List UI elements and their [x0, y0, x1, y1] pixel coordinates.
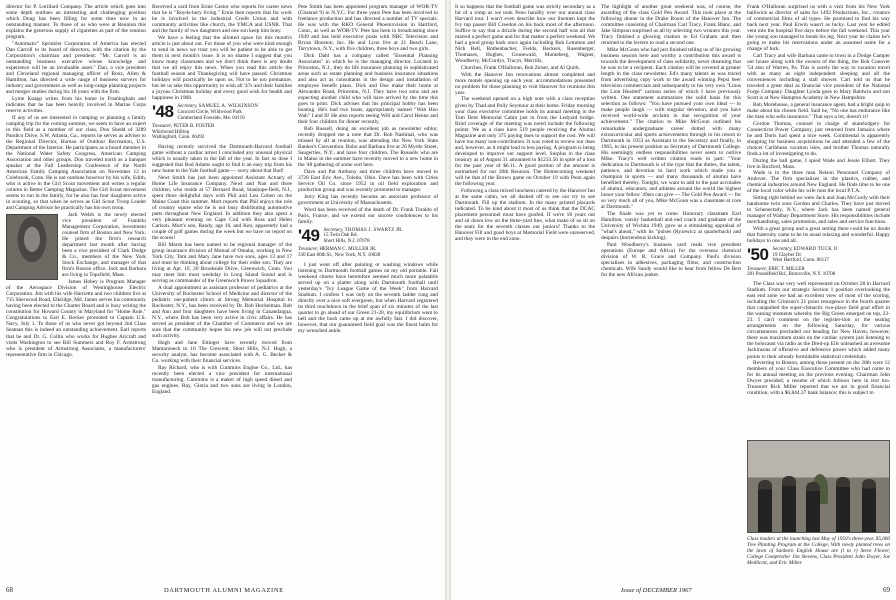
class-year: '50 — [747, 244, 769, 264]
paragraph: We have a feeling that the allotted space for this month's article is just about out. For those of you who were kind enough to send in news we trust you will be patient to be able to get them in next month's issue. It is no shame I suggest that you know many classmates and we don't think there is any doubt that we all enjoy this news. When you read this article the football season and Thanksgiving will have passed. Christmas holidays will practically be upon us. Not to be too premature, but let us take this opportunity to wish all '47s and their families a joyous Christmas holiday and every good wish for health and happiness in 1968. — [152, 34, 292, 102]
left-column-3 — [298, 4, 438, 586]
paragraph: Dave and Pat Anthony and three children have moved to 3728 East Eric Ave., Toledo, Ohio. Dave has been with Cities Service Oil Co. since 1952 in oil field exploration and production group and was recently promoted to manager. — [298, 169, 438, 194]
right-column-3 — [747, 4, 890, 434]
paragraph: director for P. Lorillard Company. The article which goes into some depth outlines an interesting and challenging position which Doug has been filling for some time now in an outstanding manner. To those of us who were at Reunion this explains the generous supply of cigarettes as part of the reunion program. — [6, 4, 146, 41]
paragraph: With the Hanover Inn renovations almost completed and more motels opening up each year, accommodations presented no problem for those planning to visit Hanover for reunions this year. — [455, 71, 595, 96]
paragraph: Mike McGoun who had just finished telling us of his growing business session here and worthy a contribution this award is towards the development of class solidarity, never dreaming that he was to be a recipient. Each citation will be covered at greater length in the class newsletter. Ed's many talents as was traced from advertising copy work to the award winning Pepsi beer television commercials and subsequently to his very own "Linus the Lion Hearted" cartoon series of which I have previously written. One statement summarizes the solid basis for this selection as follows: "You have pursued your own ideal — to make people laugh — with singular devotion, and you have received world-wide acclaim in due recognition of your achievement." The citation to Mike McGoun outlined his remarkable undergraduate career dotted with many extracurricular and sports achievements through to his return to Dartmouth in 1953 as Assistant to the Secretary and finally, in 1965, to his present position as Secretary of Dartmouth College. His seemingly endless responsibilities never seem to outlive Mike. Tracy's well written citation reads in part: "Your dedication to Dartmouth is of the type that the duties, the talent, patience, and devotion to hard work which made you a champion in sports — and many thousands of alumni have benefited thereby. Tonight, we want to add to the past accolades of alumni, educators, and athletes around the world the highest honor your fellow '49ers can give — The Gold Pen Award — for so very much all of you, Mike McGoun was a classmate at core at Dartmouth." — [601, 46, 741, 211]
paragraph: James Hobey is Program Manager of the Aerospace Division of Westinghouse Electric Corporation. Jim with his wife Harriette and two children live at 715 Sherwood Road, Elkridge, Md. James serves his community having been elected to the Charter Board and is busy writing the constitution for Howard County in Maryland for "Home Rule." Congratulations to Earl E. Becker promoted to Captain U.S. Navy, July 1. To those of us who never got beyond 2nd Class Seaman this is indeed an outstanding achievement. Earl reports that he and Dr. G. Collin who works for Hughes Aircraft and visits Washington to see Bill Summers and Roy F. Armstrong who is president of Armstrong Associates, a manufacturers' representative firm in Chicago. — [6, 279, 146, 358]
page-number: 69 — [883, 586, 890, 594]
photo-caption: Class leaders at the launching last May of 1950's three-year, $5,000 Tree Planting Program at the College, With newly planted trees on the lawn of Sanborn English House are (l to r) Steve Flower, College Comptroller Jim Stevens, Class President John Dwyer, Joe Medlicott, and Eric Miller. — [747, 536, 890, 566]
magazine-title: DARTMOUTH ALUMNI MAGAZINE — [164, 587, 284, 594]
class-year: '48 — [152, 102, 174, 122]
secretary-info: Secretary, SAMUEL A. WILKINSON Concord Circle, Wildwood Park Cumberland Foreside, Me. 04110 — [177, 104, 259, 121]
paragraph: During the ball game, I spied Wade and Jessie Elliott. They live in Boxford, Mass. — [747, 157, 890, 170]
paragraph: Bob Russell, doing an excellent job as newsletter editor, recently dropped me a note that Dr. Bob Nashinal, who was missed by all at reunion, was attending the New York State Banker's Convention. Bobo and Barbara live at 26 Myrtle Street, Saugerties, N.Y., and have four children. The Russells who are in Maine in the summer have recently moved to a new home in the '48 gathering of some sort here. — [298, 126, 438, 169]
paragraph: The Class was very well represented on October 28 in Harvard Stadium. From our strategic Section 1 position overlooking the east end zone we had an excellent view of most of the scoring, including the Crimson's 21 point resurgence in the fourth quarter that catapulted the super-climactic two-place field goal effort in the waning moments whereby the Big Green emerged on top, 23-21. I can't comment on the register-tion or the seating arrangements on the following Saturday, for various circumstances precluded our heading for New Haven, however, there was maximum strain on the cardiac system just listening to the holocaust via radio as the Dred-up Eils unleashed an awesome Jackinsons of offensive and defensive power which added many points to their already formidable statistical credentials. — [747, 280, 890, 360]
class-heading-49 — [298, 225, 438, 245]
paragraph: A dual appointment as assistant professor of pediatrics at the University of Rochester School of Medicine and director of the pediatric out-patient clinics at Strong Memorial Hospital in Rochester, N.Y., has been received by Dr. Rob Hockelman. Bob and Ann and four daughters have been living in Canandaigua, N.Y., where Bob has been very active in civic affairs. He has served as president of the Chamber of Commerce and we are sure that the community hopes his new job will not preclude such activity. — [152, 284, 292, 340]
paragraph: Jerry King has recently become an associate professor of government at University of Massachusetts. — [298, 193, 438, 206]
paragraph: Newt Smith has just been appointed Assistant Actuary of Home Life Insurance Company. Newt and Nan and three children, who reside at 57 Bernard Road, Stanhope-field, N.J., spent three delightful days with Phil and Lou Cohen on the Maine Coast this summer. Mort reports that Phil enjoys the role of country squire who he is not busy distributing automotive parts throughout New England. In addition they also spent a very pleasant evening on Cape Cod with Russ and Helen Carlson. Mort's son, Randy, age 16, and Ken, apparently had a couple of golf games during the week but we have no report on the scores! — [152, 174, 292, 242]
paragraph: Having recently survived the Dartmouth-Harvard football game without a cardiac arrest I concluded any unusual physical which is usually taken in the fall of the year. In fact so dose I suggested that Bud Adams ought to find it an easy trip from his new home to the Yale football game — sorry about that Bud! — [152, 143, 292, 175]
paragraph: Paul Woodberry's business card reads vice president operations (Europe and Africa) for the overseas chemical division of W. R. Grace and Company. Paul's division specializes in adhesives, packaging films, and construction chemicals. Wife Sandy would like to hear from fellow De Bert for the new African junket. — [601, 241, 741, 278]
paragraph: Received a card from Ernie Castor who reports for career news that he is "Boyds-bury living." Ernie then reports that for work he is involved in the industrial Credit Union and with community activities like church, the YMCA and USNR. That and the family of two daughters and one son keep him busy. — [152, 4, 292, 35]
paragraph: Bob Morehouse, a general insurance agent, had a bright quip to make about his chosen field. Said he, "No one has endurance like the man who sells insurance." That says a lot, doesn't it? — [747, 101, 890, 121]
paragraph: Ray Richard, who is with Cummins Engine Co., Ltd., has recently been elected a vice president for international manufacturing. Cummins is a maker of high speed diesel and gas engines. Ray, Gloria and two sons are living in London, England. — [152, 364, 292, 395]
treasurer-info: Treasurer, ERIC T. MILLER 281 Poundfield Rd., Bronxville, N.Y. 10708 — [747, 266, 836, 278]
paragraph: Wade is in the three man Nelson Personnel Company of Andover. The firm specializes in the plastics, rubber, and chemical industries around New England. He finds time to be one of the local color while his wife runs the local P.T.A. — [747, 170, 890, 195]
paragraph: Jack Welsh is the newly elected vice president of Franklin Management Corporation, investment counsel firm of Boston and New York. He joined the firm's research department last month after having been a vice president of Clark Dodge & Co., members of the New York Stock Exchange, and manager of that firm's Boston office. Jack and Barbara are living in Topsfield, Mass. — [62, 211, 146, 279]
paragraph: Churches, Frank O'Halloran, Bob Zeiser, and Al Quirk. — [461, 65, 581, 72]
right-column-2 — [601, 4, 741, 586]
left-column-1 — [6, 4, 146, 586]
treasurer-info: Treasurer, HERMAN C. MULLER JR. 330 East 80th St., New York, N.Y. 10028 — [298, 247, 381, 259]
paragraph: If any of us are interested in camping or planning a family camping trip for the coming summer, we seem to have an expert in this field as a member of our class, Don Shedd of 3289 Pandico Drive, S.W. Atlanta, Ga., reports he serves as adviser to the Regional Director, Bureau of Outdoor Recreation, U.S. Department of the Interior. He participates as a board member in the National Water Safety Congress, American Camping Association and other groups. Don traveled north as a banquet speaker at the Fall Leadership Conference of the North American Family Camping Association on November 12 in Colebrook, Conn. He is not outdone however by his wife, Edith, who is active in the Girl Scout movement and writes a regular column in Better Camping Magazine. The Girl Scout movement seems to run in the family, for he also has four daughters active in scouting, so that when he serves as Girl Scout Troop Leader and Camping Advisor he practically has his own troop. — [6, 114, 146, 212]
paragraph: The highlight of another great weekend was, of course, the awarding of the class Gold Pen Award. This took place at the following dinner in the Drake Room of the Hanover Inn. The committee consisting of Chairman Carl Tracy, Frank Blanc, and Jake Simpson surprised us all by selecting two winners this year. Tracy finished a glowing citation to Ed Graham and then returned to the lectern to read a second one. — [601, 4, 741, 47]
secretary-info: Secretary, THOMAS J. SWARTZ JR. 15 Twin Oak Rd. Short Hills, N.J. 07078 — [323, 227, 403, 244]
paragraph: Hugh and Jane Ettinger have recently moved from Mamaroneck to 16 The Crescent, Short Hills, N.J. Hugh, a security analyst, has become associated with A. G. Becker & Co. working with their financial services. — [152, 339, 292, 364]
paragraph: With a great group and a great setting there could be no doubt that fraternity came to be its usual relaxing and wonderful. Happy holidays to one and all. — [747, 225, 890, 244]
paragraph: "Automatic" Sprinkler Corporation of America has elected Dan Carroll to its board of directors, with the citation by the Corporation's chairman and president: "Mr. Carroll is an outstanding business executive whose knowledge and experience will be an invaluable asset." Dan, a vice president and Cleveland regional managing officer of Booz, Allen & Hamilton, has directed a wide range of business surveys for industry and government as well as long-range planning projects and merger studies during his 18 years with the firm. — [6, 40, 146, 96]
person-figure — [758, 480, 772, 532]
paragraph: Dick Dahl has a company called "Essential Planning Associates" in which he is the managing director. Located in Princeton, N.J., they do life insurance planning in sophisticated areas such as estate planning and business insurance situations and also act as consultants in the design and installation of employee benefit plans. Dick and Doe make their home at Alexander Road, Princeton, N.J. They have two sons and are expecting another child who will have arrived by the time this goes to print. Dick advises that his principal hobby has been boating. He's had two boats, appropriately named "Wah Hoo Wah" I and II! He also reports seeing Will and Carol Henne and their four children for dinner recently. — [298, 52, 438, 126]
paragraph: Gordon Thomas, counsel in charge of skatelodgery for Connecticut Power Company, just returned from Jamaica where he and Doris had spent a nice week. Continental is apparently shopping for business acquisitions he and attended a few of the choicer Caribbean vacation isles, and brother Thomas naturally finds a lot of investigating to do. — [747, 120, 890, 157]
person-figure — [862, 479, 876, 532]
left-page — [0, 0, 445, 600]
person-figure — [806, 482, 820, 532]
paragraph: Carl Tracy and wife Barbara came to town in a Dodge Camper our house along with the owners of the thing, the Bob Conover '54 also of Warren, Pa. This is surely the way to vacation travel with as many as eight independent sleeping and all the conveniences including a stall shower. Carl told us that he traveled a great deal as financial vice president of the National Forge Company. Daughter Lynda goes to Mary Baldwin and son Scott is at New Hampton Academy in New Hampshire. — [747, 52, 890, 102]
paragraph: Bill Marsh has been named to be regional manager of the group insurance division of Mutual of Omaha, working in New York City. Tom and Mary Jane have two sons, ages 13 and 17 and must be thinking about college for their elder son. They are living at Apt. 1F, 20 Brookside Drive, Greenwich, Conn. You may meet him most weekday in Long Island Sound and is serving as commander of the Greenwich Power Squadron. — [152, 241, 292, 285]
portrait-photo — [6, 214, 58, 280]
paragraph: Sitting right behind we were Jack and Joan McCurdy with their handsome twin sons Gordon and Charles. They have just moved to Schenectady, N.Y., where Jack has been named general manager of Walbay Department Store. His responsibilities include merchandising, sales promotion, and sales and service functions. — [747, 195, 890, 226]
paragraph: Reverting to Boston, among those present on the 28th were 12 members of your Class Executive Committee who had come in for its annual meeting on the previous evening. Chairman John Dwyer presided; a resume of which follows here in text too. Treasurer Rick Miller reported that we are in good financial condition, with a $6,844.37 bank balance; this is subject to — [747, 360, 890, 397]
treasurer-info: Treasurer, PETER B. FOSTER Whirlwind Hilltop Wallingford, Conn. 06492 — [152, 124, 215, 141]
paragraph: Frank O'Halloran surprised us with a visit from his New York bailiwick as director of sales for 1492 Productions, Inc., creators of commercial films of all types. He promised to find his way back next year. Paul Erwin wasn't as lucky. Last year he edited vent into the hospital five days before the fall weekend. This year the young son managed to break his leg. Next year he claims he's going to make his reservations under an assumed name for a change of luck. — [747, 4, 890, 53]
class-year: '49 — [298, 225, 320, 245]
paragraph: It so happens that the football game was strictly secondary as a bit of a romp as we took Penn handily over our annual class Harvard tour. I won't even describe how our linemen kept the Ivy top passer Bill Creedon on his back most of the afternoon. Suffice to say that a drizzle during the second half was all that marred a perfect game and for that matter a perfect weekend. We had a good group back once again including Bob Lemmon and Nick Bell, Rothenbacher, Fields, Beckers, Rasenberger, Thomases, Hughes, Grunewald, Monteberg, Wagner, Woodberry, McCurdys, Tracys, Merrills, — [455, 4, 595, 65]
class-heading-50 — [747, 244, 890, 264]
right-page — [451, 0, 896, 600]
person-figure — [782, 476, 796, 532]
paragraph: The finale was yet to come. Honorary classmate Earl Hamilton, varsity basketball and end coach and graduate of the University of Wichita 1949, gave us a stimulating appraisal of "what's ahead," with its "pulses (Ryzewicz at quarterback) and despairs (horrendous kicking). — [601, 210, 741, 241]
paragraph: I just went off after painting or washing windows while listening to Dartmouth football games on my old portable. Fall weekend chores have heretofore seemed much more palatable served up on a platter along with Dartmouth football until yesterday's "Ivy League Game of the Week" from Harvard Stadium. I confess I was only on the seventh ladder rung and directly over a nice soft evergreen, but when Harvard registered its third touchdown in the brief span of six minutes of the last quarter to go ahead of our Green 21-20, my equilibrium went to hell and the bush came up at me awfully fast. I did discover, however, that our guaranteed field goal was the finest balm for my wrenched ankle. — [298, 261, 438, 335]
class-leaders-photo — [747, 440, 890, 533]
secretary-info: Secretary, EDWARD TUCK II 19 Clayber Dr. West Hartford, Conn. 06117 — [772, 246, 838, 264]
class-heading-48 — [152, 104, 292, 121]
page-number: 68 — [6, 586, 13, 594]
right-column-1 — [455, 4, 595, 586]
paragraph: The weekend opened on a high note with a class reception given by Thad and Polly Seymour at their home. Friday morning your class executive committee holds its annual meeting in the Tom Dent Memorial Cabin just in from the Ledyard bridge. Brief coverage of the meeting was noted include the following points: We as a class have 519 people receiving the Alumni Magazine and only 375 paying dues to support the cost. We will have too many non-contributors. It was voted to review our dues and, however, as it might lead to less paying. A program is being developed to improve our support level. Surplus in the class treasury as of August 31 amounted to $1233.56 in spite of a loss for the past year of $6.11. A good portion of the amount is earmarked for our 20th Reunion. The Homecoming weekend will be that of the Brown game on October 19 with Penn again the following year. — [455, 96, 595, 188]
paragraph: Lyme Knapp writes from his home in Framingham and indicates that he has been heavily involved in Marine Corps reserve activities. — [6, 95, 146, 114]
person-figure — [836, 477, 850, 532]
issue-date: Issue of DECEMBER 1967 — [621, 587, 692, 594]
paragraph: Following a class mixed luncheon catered by the Hanover Inn at the same cabin, we all dashed off to see our try to see Dartmouth. Fill up the stadium. In the many printed placards indicated. To be kind about it most of us think that the DCAC placement personnel must have goofed. If we're 18 years out and sit down low on the three-yard line, what make of us sit on the seats for the seventh classes our juniors? Thanks to the Hanover Fill and good boys at Memorial Field were unreserved, and they were in the end zone. — [455, 187, 595, 243]
left-column-2 — [152, 4, 292, 586]
paragraph: Word has been received of the death of Dr. Frank Toraldo of Paris, France, and we extend our sincere condolences to his family. — [298, 206, 438, 225]
paragraph: Pete Smith has been appointed program manager of WOR-TV (Channel 9) in N.Y.C. For three years Pete has been involved in freelance production and has directed a number of TV specials. He was with the RKO General Phoenixvision in Hartford, Conn., as well as WOR-TV. Pete has been in broadcasting since 1949 and has held executive posts with NBC Television and Bryan Houston, Inc. He and Lynn live at 21 Beach Lane, Tarrytown, N.Y., with five children, three boys and two girls. — [298, 4, 438, 53]
